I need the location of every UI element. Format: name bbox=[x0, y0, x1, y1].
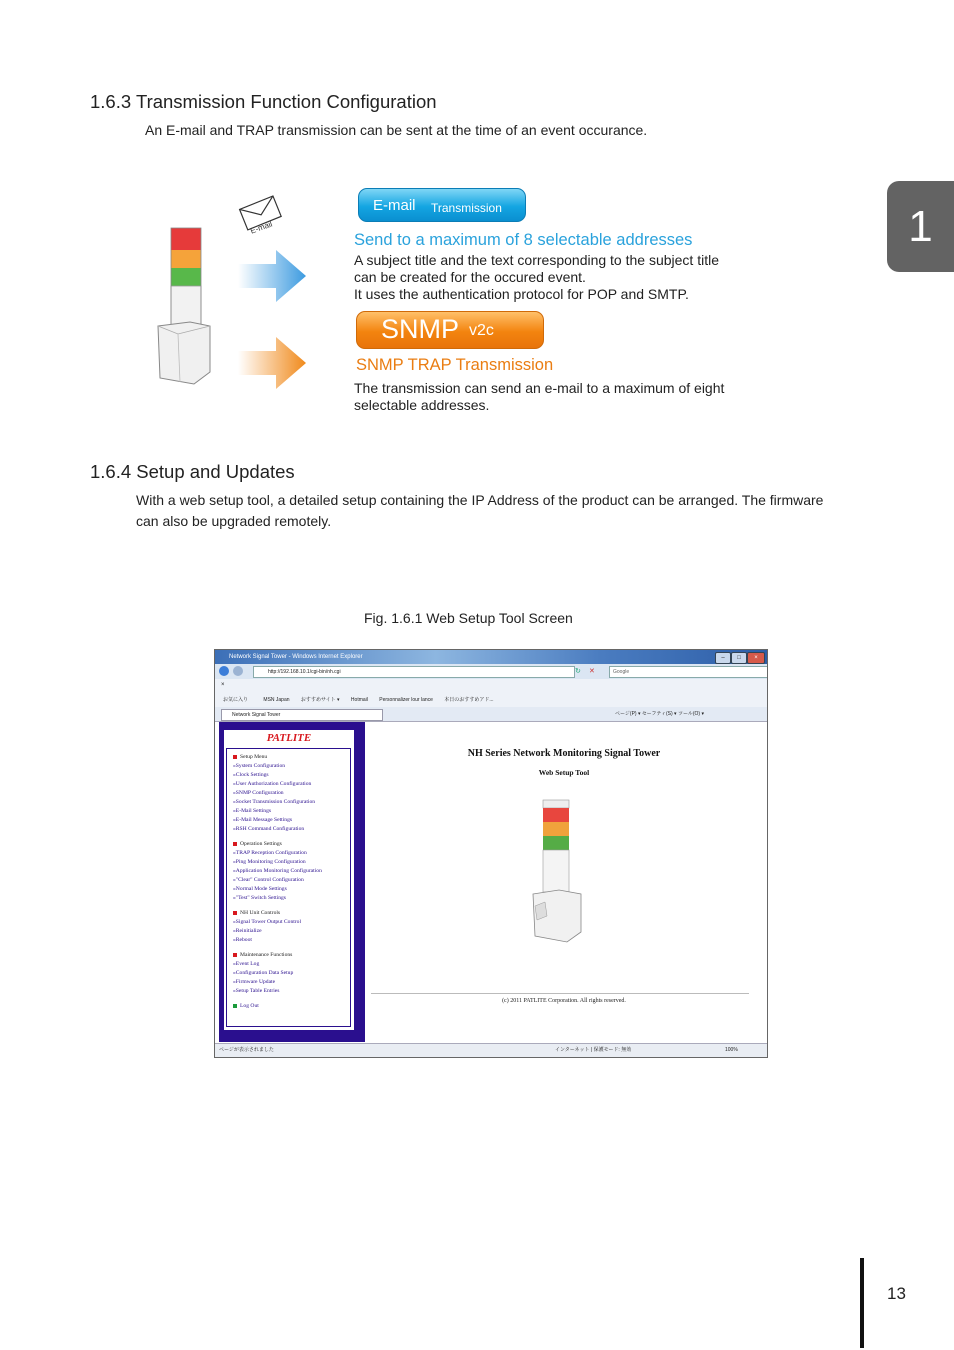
window-titlebar bbox=[215, 650, 767, 664]
section-163-intro: An E-mail and TRAP transmission can be sent at the time of an event occurance. bbox=[145, 122, 648, 138]
minimize-button[interactable]: – bbox=[715, 652, 731, 664]
menu-section-label: Maintenance Functions bbox=[240, 952, 293, 958]
status-text: ページが表示されました bbox=[219, 1047, 274, 1053]
menu-link[interactable]: »"Clear" Control Configuration bbox=[233, 877, 304, 883]
toolbar-row bbox=[215, 679, 767, 693]
logout-link[interactable] bbox=[233, 1002, 259, 1011]
figure-caption: Fig. 1.6.1 Web Setup Tool Screen bbox=[364, 610, 573, 626]
address-bar-row bbox=[215, 664, 767, 679]
menu-link[interactable]: »Event Log bbox=[233, 961, 260, 967]
bullet-icon bbox=[233, 953, 237, 957]
menu-link[interactable]: »E-Mail Settings bbox=[233, 808, 272, 814]
back-icon[interactable] bbox=[219, 666, 229, 676]
email-title: Send to a maximum of 8 selectable addresses bbox=[354, 231, 693, 249]
patlite-logo: PATLITE bbox=[266, 732, 312, 744]
section-163-heading: 1.6.3 Transmission Function Configuration bbox=[90, 91, 437, 112]
bullet-icon bbox=[233, 911, 237, 915]
email-badge-main: E-mail bbox=[373, 197, 416, 214]
section-164-heading: 1.6.4 Setup and Updates bbox=[90, 461, 295, 482]
tab-network-signal-tower[interactable]: Network Signal Tower bbox=[221, 709, 383, 721]
blue-arrow-icon bbox=[238, 248, 308, 304]
status-zone: インターネット | 保護モード: 無効 bbox=[555, 1047, 632, 1053]
menu-link[interactable]: »Setup Table Entries bbox=[233, 988, 280, 994]
email-line-3: It uses the authentication protocol for POP and SMTP. bbox=[354, 286, 689, 302]
snmp-badge-sub: v2c bbox=[469, 322, 494, 339]
menu-link[interactable]: »TRAP Reception Configuration bbox=[233, 850, 307, 856]
snmp-badge-main: SNMP bbox=[381, 314, 460, 344]
window-title: Network Signal Tower - Windows Internet Explorer bbox=[229, 654, 363, 660]
status-bar bbox=[215, 1043, 767, 1058]
menu-link[interactable]: »Clock Settings bbox=[233, 772, 269, 778]
setup-menu-panel bbox=[219, 722, 365, 1042]
envelope-label: E-mail bbox=[249, 219, 274, 236]
menu-section-label: NH Unit Controls bbox=[240, 910, 281, 916]
orange-arrow-icon bbox=[238, 335, 308, 391]
content-divider bbox=[371, 993, 749, 994]
bullet-icon bbox=[233, 1004, 237, 1008]
menu-link[interactable]: »SNMP Configuration bbox=[233, 790, 284, 796]
snmp-title: SNMP TRAP Transmission bbox=[356, 356, 554, 374]
email-transmission-badge bbox=[358, 188, 526, 222]
menu-link[interactable]: »Signal Tower Output Control bbox=[233, 919, 302, 925]
menu-section-label: Operation Settings bbox=[240, 841, 282, 847]
close-toolbar-icon[interactable]: × bbox=[221, 682, 225, 688]
bullet-icon bbox=[233, 842, 237, 846]
menu-link[interactable]: »Firmware Update bbox=[233, 979, 276, 985]
menu-link[interactable]: »Ping Monitoring Configuration bbox=[233, 859, 306, 865]
menu-section-header bbox=[233, 753, 267, 762]
copyright: (c) 2011 PATLITE Corporation. All rights reserved. bbox=[502, 998, 626, 1004]
menu-link[interactable]: »Application Monitoring Configuration bbox=[233, 868, 322, 874]
close-button[interactable]: × bbox=[747, 652, 765, 664]
menu-section-header bbox=[233, 840, 282, 849]
chapter-tab: 1 bbox=[887, 181, 954, 272]
web-setup-tool-screenshot bbox=[214, 649, 768, 1058]
snmp-badge bbox=[356, 311, 544, 349]
favorite-item[interactable]: 本日のおすすめアド... bbox=[444, 697, 494, 703]
menu-link[interactable]: »Reboot bbox=[233, 937, 252, 943]
menu-link[interactable]: »E-Mail Message Settings bbox=[233, 817, 293, 823]
menu-section-label: Setup Menu bbox=[240, 754, 268, 760]
menu-section-header bbox=[233, 909, 280, 918]
tab-row bbox=[215, 707, 767, 722]
menu-box bbox=[226, 748, 351, 1027]
bullet-icon bbox=[233, 755, 237, 759]
content-title: NH Series Network Monitoring Signal Tower bbox=[467, 748, 661, 759]
menu-link[interactable]: »User Authorization Configuration bbox=[233, 781, 312, 787]
menu-link[interactable]: »Normal Mode Settings bbox=[233, 886, 287, 892]
snmp-line-1: The transmission can send an e-mail to a maximum of eight bbox=[354, 380, 725, 396]
setup-menu-inner bbox=[224, 730, 354, 1030]
favorites-bar bbox=[215, 693, 767, 707]
section-164-line-2: can also be upgraded remotely. bbox=[136, 513, 332, 529]
section-164-line-1: With a web setup tool, a detailed setup containing the IP Address of the product can be arranged. The firmware bbox=[136, 492, 824, 508]
signal-tower-illustration bbox=[150, 222, 216, 386]
email-line-2: can be created for the occured event. bbox=[354, 269, 586, 285]
menu-section-header bbox=[233, 951, 292, 960]
email-badge-sub: Transmission bbox=[431, 201, 502, 215]
menu-link[interactable]: »Socket Transmission Configuration bbox=[233, 799, 316, 805]
favorite-item[interactable]: MSN Japan bbox=[263, 697, 290, 703]
forward-icon[interactable] bbox=[233, 666, 243, 676]
menu-link[interactable]: »RSH Command Configuration bbox=[233, 826, 305, 832]
menu-link[interactable]: »"Test" Switch Settings bbox=[233, 895, 286, 901]
stop-icon[interactable]: ✕ bbox=[589, 668, 595, 675]
address-input[interactable]: http://192.168.10.1/cgi-bin/nh.cgi bbox=[253, 666, 575, 678]
zoom-level[interactable]: 100% bbox=[725, 1047, 738, 1053]
maximize-button[interactable]: □ bbox=[731, 652, 747, 664]
menu-link[interactable]: »Reinitialize bbox=[233, 928, 262, 934]
refresh-icon[interactable]: ↻ bbox=[575, 668, 581, 675]
content-subtitle: Web Setup Tool bbox=[538, 768, 590, 777]
favorite-item[interactable]: Hotmail bbox=[350, 697, 368, 703]
favorite-item[interactable]: Personnalizer lour lance bbox=[379, 697, 433, 703]
snmp-line-2: selectable addresses. bbox=[354, 397, 490, 413]
favorite-item[interactable]: おすすめサイト ▾ bbox=[300, 697, 340, 703]
logout-label[interactable]: Log Out bbox=[240, 1003, 259, 1009]
search-input[interactable]: Google bbox=[609, 666, 768, 678]
main-content bbox=[365, 722, 763, 1042]
page-margin-bar bbox=[860, 1258, 864, 1348]
menu-link[interactable]: »System Configuration bbox=[233, 763, 286, 769]
menu-link[interactable]: »Configuration Data Setup bbox=[233, 970, 294, 976]
favorite-item[interactable]: お気に入り bbox=[223, 697, 249, 703]
email-line-1: A subject title and the text corresponding to the subject title bbox=[354, 252, 719, 268]
page-number: 13 bbox=[887, 1284, 906, 1303]
signal-tower-image bbox=[529, 796, 599, 944]
tab-tools[interactable]: ページ(P) ▾ セーフティ(S) ▾ ツール(O) ▾ bbox=[615, 711, 704, 717]
